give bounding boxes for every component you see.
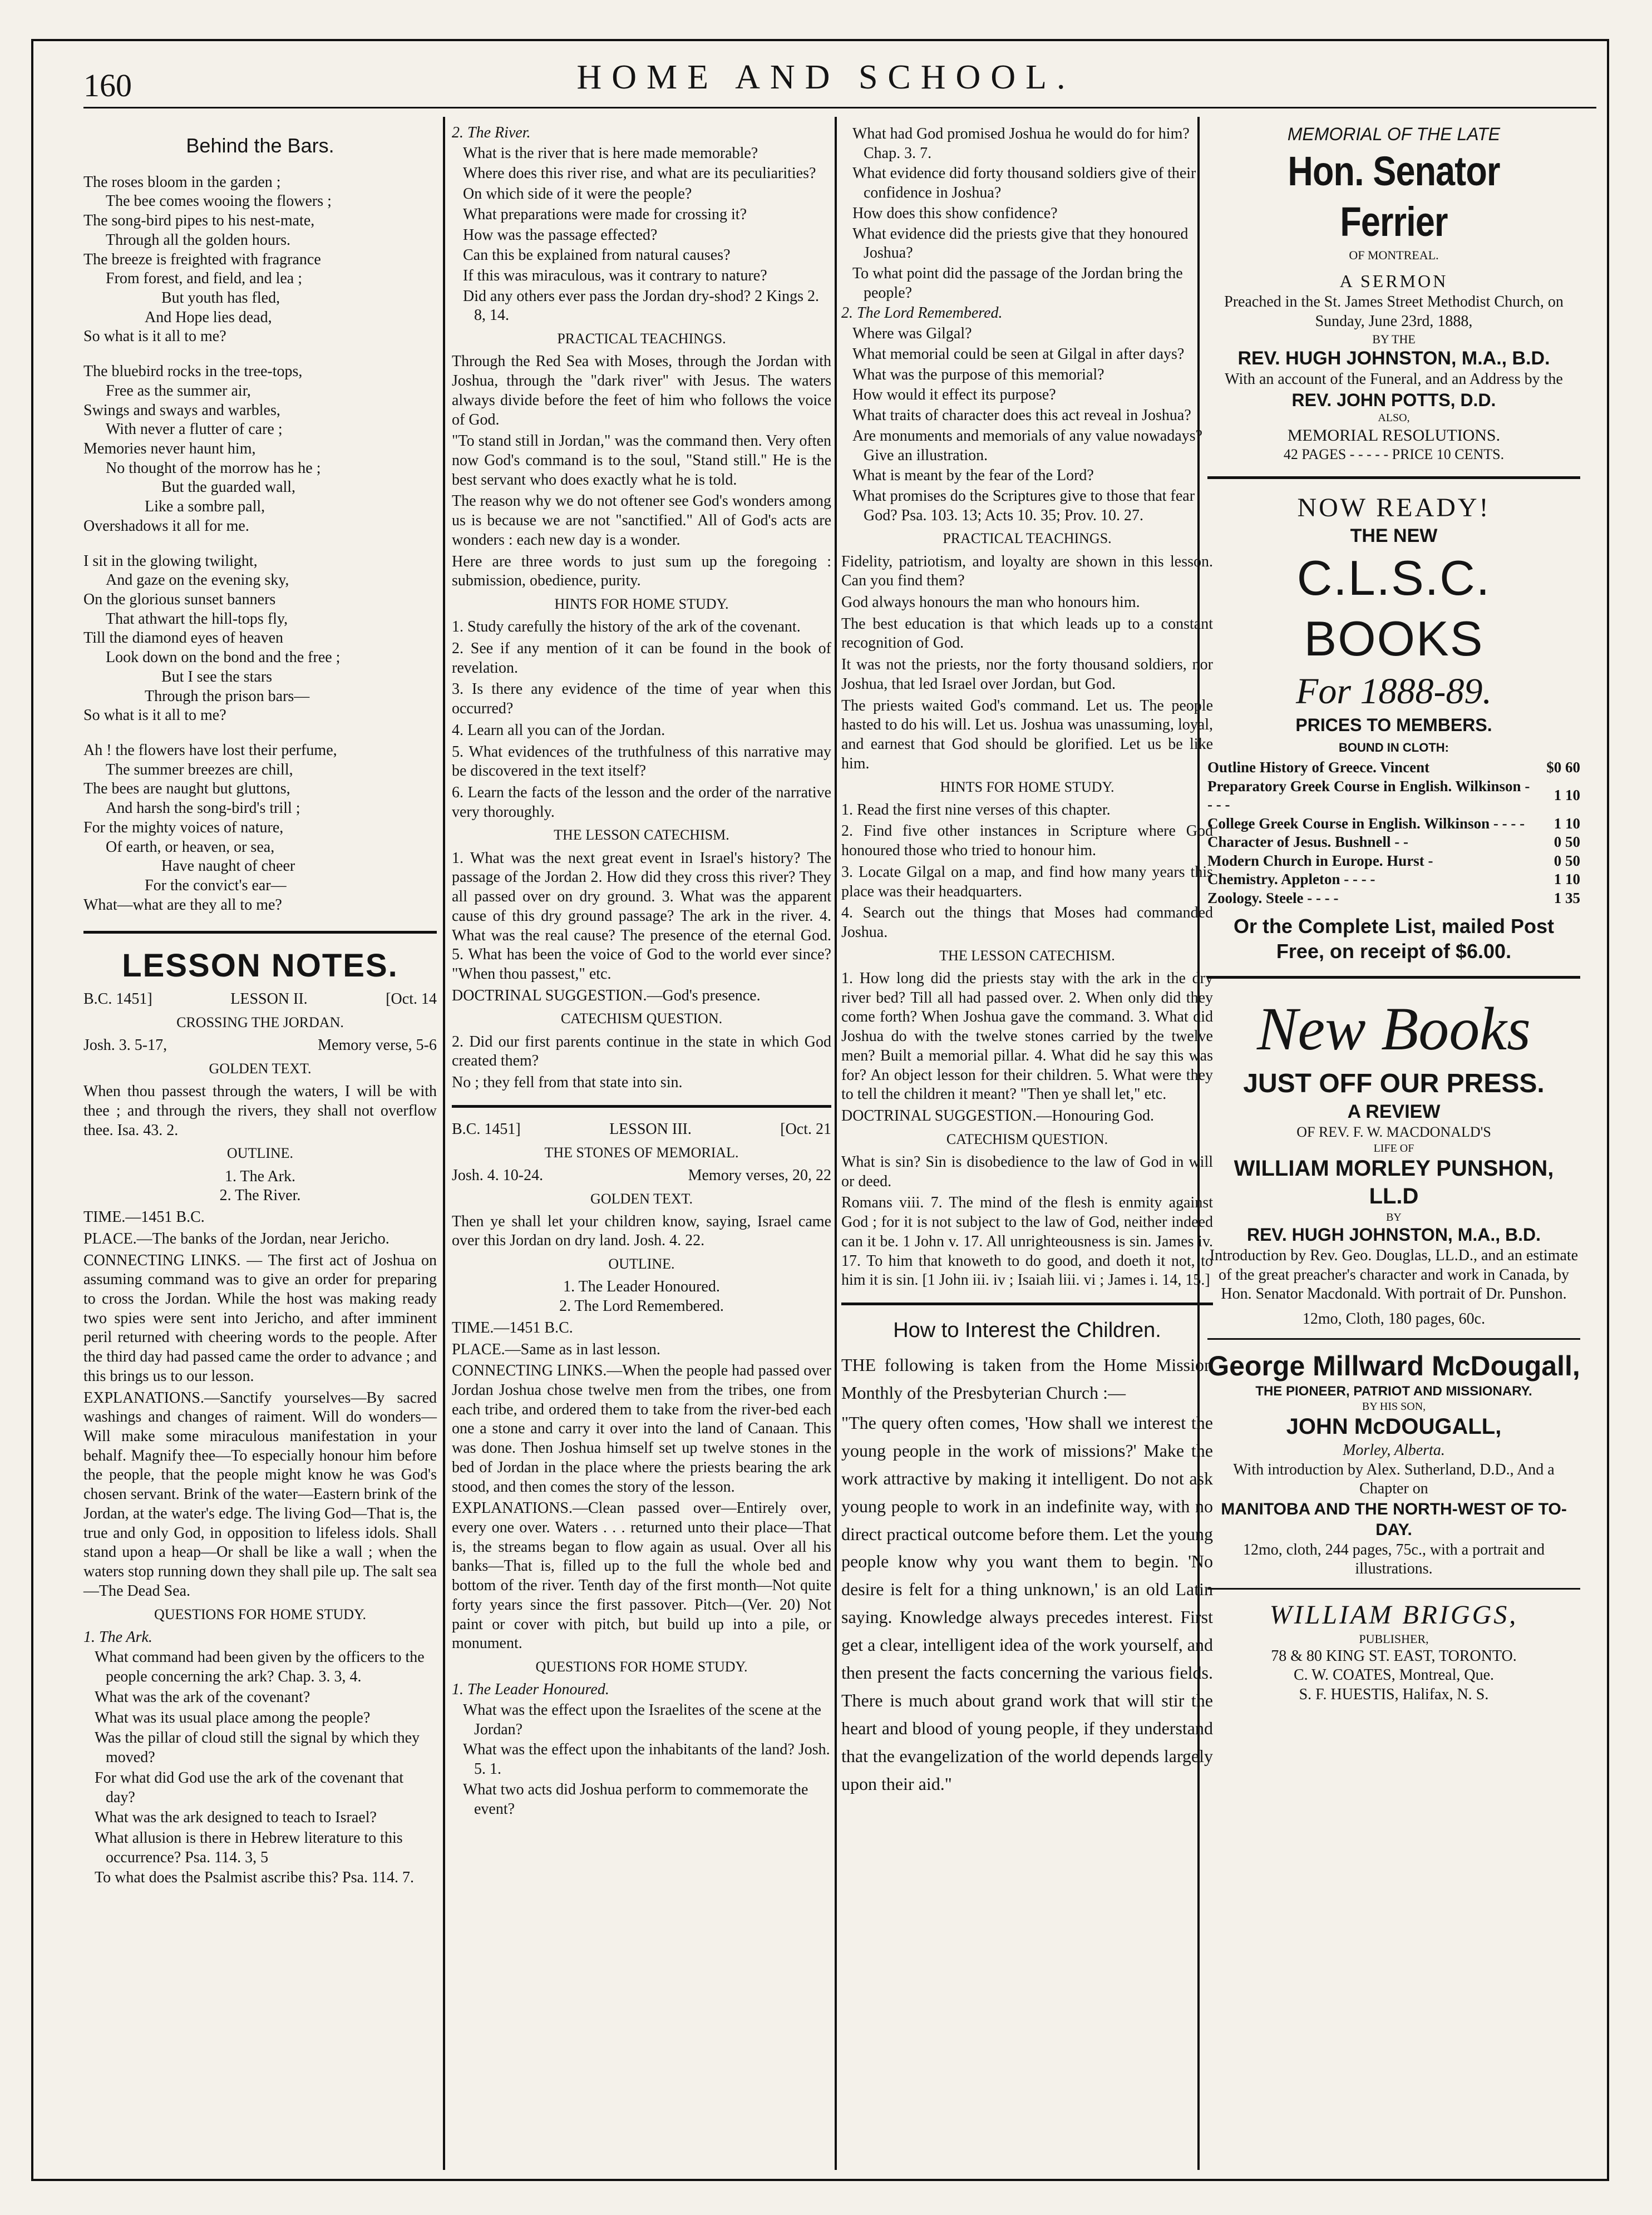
publisher-halifax: S. F. HUESTIS, Halifax, N. S. bbox=[1299, 1686, 1489, 1704]
poem-line: That athwart the hill-tops fly, bbox=[106, 610, 288, 628]
hint-item: 4. Search out the things that Moses had commanded Joshua. bbox=[841, 904, 1213, 941]
question-item: What allusion is there in Hebrew literature to this occurrence? Psa. 114. 3, 5 bbox=[95, 1829, 403, 1866]
memorial-resolutions: MEMORIAL RESOLUTIONS. bbox=[1287, 426, 1501, 445]
memorial-with: With an account of the Funeral, and an Address by the bbox=[1225, 370, 1563, 388]
catechism-question-label: CATECHISM QUESTION. bbox=[946, 1131, 1108, 1147]
book-title: Modern Church in Europe. Hurst - bbox=[1207, 852, 1433, 869]
memorial-by: BY THE bbox=[1372, 332, 1416, 346]
book-title: Outline History of Greece. Vincent bbox=[1207, 759, 1430, 776]
lesson-date: B.C. 1451] bbox=[83, 990, 152, 1008]
memorial-name: Hon. Senator Ferrier bbox=[1288, 147, 1500, 245]
clsc-title: C.L.S.C. BOOKS bbox=[1296, 550, 1491, 667]
poem-line: And harsh the song-bird's trill ; bbox=[106, 800, 300, 817]
book-title: Chemistry. Appleton - - - - bbox=[1207, 871, 1375, 888]
question-item: What promises do the Scriptures give to those that fear God? Psa. 103. 13; Acts 10. 35; Prov. 10. 27. bbox=[852, 487, 1195, 524]
question-list bbox=[452, 1701, 831, 1819]
question-item: Where does this river rise, and what are its peculiarities? bbox=[463, 165, 816, 182]
question-item: What traits of character does this act reveal in Joshua? bbox=[852, 407, 1191, 425]
clsc-years: For 1888-89. bbox=[1296, 671, 1492, 712]
hints-list bbox=[452, 618, 831, 822]
mcdougall-author: JOHN McDOUGALL, bbox=[1286, 1414, 1502, 1439]
running-head: HOME AND SCHOOL. bbox=[576, 58, 1076, 96]
poem-line: So what is it all to me? bbox=[83, 328, 226, 346]
mcdougall-price: 12mo, cloth, 244 pages, 75c., with a portrait and illustrations. bbox=[1243, 1541, 1545, 1578]
lesson-header bbox=[83, 990, 437, 1009]
question-item: What was the ark of the covenant? bbox=[95, 1688, 310, 1706]
outline-item: 1. The Ark. bbox=[224, 1167, 296, 1185]
practical-paragraph: God always honours the man who honours him. bbox=[841, 594, 1140, 611]
price-row bbox=[1207, 815, 1580, 833]
poem-line: The breeze is freighted with fragrance bbox=[83, 250, 321, 268]
explanations: EXPLANATIONS.—Clean passed over—Entirely over, every one over. Waters . . . returned unto their place—That is, the streams began to flow again as usual. Over all his banks—That is, filled up to the full the whole bed and bottom of the river. Tenth day of the first month—Not quite forty years since the first passover. Pitch—(Ver. 20) Not paint or cover with pitch, but build up into a pile, or monument. bbox=[452, 1499, 831, 1652]
poem-line: Overshadows it all for me. bbox=[83, 517, 249, 535]
column-rule bbox=[443, 117, 445, 2170]
memorial-of: OF MONTREAL. bbox=[1349, 248, 1439, 263]
memorial-sermon: A SERMON bbox=[1339, 271, 1448, 292]
memorial-author: REV. HUGH JOHNSTON, M.A., B.D. bbox=[1237, 347, 1550, 369]
practical-paragraph: The best education is that which leads up to a constant recognition of God. bbox=[841, 615, 1213, 652]
question-item: On which side of it were the people? bbox=[463, 185, 692, 203]
poem-line: With never a flutter of care ; bbox=[106, 421, 283, 438]
question-item: What two acts did Joshua perform to commemorate the event? bbox=[463, 1780, 808, 1818]
poem-line: What—what are they all to me? bbox=[83, 896, 282, 914]
section-rule bbox=[83, 931, 437, 934]
catechism-label: THE LESSON CATECHISM. bbox=[939, 947, 1115, 964]
clsc-bound: BOUND IN CLOTH: bbox=[1339, 740, 1449, 754]
hint-item: 1. Study carefully the history of the ark of the covenant. bbox=[452, 618, 801, 636]
book-price: 1 10 bbox=[1554, 815, 1580, 832]
clsc-price-table bbox=[1207, 758, 1580, 907]
memorial-preached: Preached in the St. James Street Methodist Church, on Sunday, June 23rd, 1888, bbox=[1224, 293, 1564, 330]
mcdougall-chapter: MANITOBA AND THE NORTH-WEST OF TO-DAY. bbox=[1221, 1500, 1567, 1540]
place: PLACE.—Same as in last lesson. bbox=[452, 1340, 660, 1358]
hint-item: 4. Learn all you can of the Jordan. bbox=[452, 721, 665, 739]
poem-line: Of earth, or heaven, or sea, bbox=[106, 838, 275, 856]
newbooks-price: 12mo, Cloth, 180 pages, 60c. bbox=[1302, 1310, 1486, 1328]
poem-line: Till the diamond eyes of heaven bbox=[83, 629, 284, 647]
practical-paragraph: "To stand still in Jordan," was the command then. Very often now God's command is to the soul, "Stand still." He is the best servant who does exactly what he is told. bbox=[452, 432, 831, 489]
hints-label: HINTS FOR HOME STUDY. bbox=[940, 778, 1115, 795]
price-row bbox=[1207, 777, 1580, 815]
poem-line: The bees are naught but gluttons, bbox=[83, 780, 290, 798]
poem-line: The bee comes wooing the flowers ; bbox=[106, 193, 332, 210]
publisher-address: 78 & 80 KING ST. EAST, TORONTO. bbox=[1271, 1647, 1517, 1665]
hint-item: 3. Is there any evidence of the time of year when this occurred? bbox=[452, 680, 831, 718]
newbooks-author: REV. HUGH JOHNSTON, M.A., B.D. bbox=[1246, 1225, 1541, 1245]
newbooks-of: OF REV. F. W. MACDONALD'S bbox=[1296, 1124, 1491, 1141]
poem-line: I sit in the glowing twilight, bbox=[83, 552, 258, 570]
hint-item: 1. Read the first nine verses of this chapter. bbox=[841, 801, 1111, 818]
catechism-references: Romans viii. 7. The mind of the flesh is enmity against God ; for it is not subject to the law of God, neither indeed can it be. 1 John v. 17. All unrighteousness is sin. James iv. 17. To him that knoweth to do good, and doeth it not, to him it is sin. [1 John iii. iv ; Isaiah liii. vi ; James i. 14, 15.] bbox=[841, 1194, 1213, 1289]
practical-paragraph: Fidelity, patriotism, and loyalty are shown in this lesson. Can you find them? bbox=[841, 552, 1213, 590]
poem-line: Free as the summer air, bbox=[106, 382, 251, 399]
poem-line: From forest, and field, and lea ; bbox=[106, 270, 303, 288]
poem-stanza bbox=[83, 362, 437, 536]
catechism: 1. How long did the priests stay with the ark in the dry river bed? Till all had passed over. 2. When only did they come forth? When Joshua gave the command. 3. What did Joshua do with the twelve stones carried by the twelve men? Built a memorial pillar. 4. What did he say this was for? An object lesson for their children. 5. What were they to tell the children it meant? "Then ye shall let," etc. bbox=[841, 970, 1213, 1103]
poem-line: And Hope lies dead, bbox=[145, 308, 272, 326]
newbooks-intro: Introduction by Rev. Geo. Douglas, LL.D., and an estimate of the great preacher's character and work in Canada, by Hon. Senator Macdonald. With portrait of Dr. Punshon. bbox=[1209, 1246, 1579, 1303]
question-item: What preparations were made for crossing it? bbox=[463, 205, 747, 223]
book-title: College Greek Course in English. Wilkinson - - - - bbox=[1207, 815, 1525, 832]
outline-label: OUTLINE. bbox=[226, 1145, 294, 1162]
publisher-title: PUBLISHER, bbox=[1359, 1632, 1429, 1646]
practical-teachings bbox=[452, 352, 831, 591]
article-intro: THE following is taken from the Home Mission Monthly of the Presbyterian Church :— bbox=[841, 1355, 1213, 1403]
question-item: If this was miraculous, was it contrary to nature? bbox=[463, 267, 767, 285]
mcdougall-intro: With introduction by Alex. Sutherland, D.D., And a Chapter on bbox=[1233, 1461, 1555, 1498]
price-row bbox=[1207, 889, 1580, 907]
golden-text: Then ye shall let your children know, saying, Israel came over this Jordan on dry land. Josh. 4. 22. bbox=[452, 1212, 831, 1250]
poem-line: Swings and sways and warbles, bbox=[83, 401, 280, 419]
mcdougall-by: BY HIS SON, bbox=[1362, 1400, 1426, 1413]
poem-line: The summer breezes are chill, bbox=[106, 761, 293, 778]
lesson-date: B.C. 1451] bbox=[452, 1120, 521, 1138]
publisher-montreal: C. W. COATES, Montreal, Que. bbox=[1293, 1666, 1495, 1684]
catechism-label: THE LESSON CATECHISM. bbox=[554, 827, 729, 843]
poem-line: Through all the golden hours. bbox=[106, 231, 291, 249]
place: PLACE.—The banks of the Jordan, near Jericho. bbox=[83, 1230, 389, 1247]
article-body: "The query often comes, 'How shall we interest the young people in the work of missions?' Make the work attractive by making it intelligent. Do not ask young people to work in an indefinite way, with no direct practical outcome before them. Let the young people know why you want them to begin. 'No desire is felt for a thing unknown,' is an old Latin saying. Knowledge always precedes interest. First get a clear, intelligent idea of the work yourself, and then present the facts concerning the various fields. There is much about grand work that will stir the heart and blood of young people, if they understand that the evangelization of the world depends largely upon their aid." bbox=[841, 1412, 1213, 1794]
catechism: 1. What was the next great event in Israel's history? The passage of the Jordan 2. How did they cross this river? They all passed over on dry ground. 3. What was the apparent cause of this dry ground passage? The ark in the river. 4. What was the real cause? The presence of the eternal God. 5. What has been the voice of God to the world ever since? "When thou passest," etc. bbox=[452, 849, 831, 983]
question-item: What memorial could be seen at Gilgal in after days? bbox=[852, 345, 1185, 363]
poem-line: On the glorious sunset banners bbox=[83, 591, 276, 608]
question-item: What was the effect upon the Israelites of the scene at the Jordan? bbox=[463, 1701, 821, 1738]
book-price: 0 50 bbox=[1554, 852, 1580, 869]
poem-line: But the guarded wall, bbox=[161, 478, 296, 496]
clsc-prices: PRICES TO MEMBERS. bbox=[1295, 715, 1492, 736]
practical-paragraph: Through the Red Sea with Moses, through the Jordan with Joshua, through the "dark river" with Jesus. The waters always divide before the feet of him who follows the voice of God. bbox=[452, 353, 831, 428]
question-item: How does this show confidence? bbox=[852, 204, 1058, 222]
lesson-date: [Oct. 14 bbox=[386, 990, 437, 1008]
ad-rule bbox=[1207, 1588, 1580, 1590]
memory-verse: Memory verses, 20, 22 bbox=[688, 1166, 831, 1184]
practical-paragraph: It was not the priests, nor the forty thousand soldiers, nor Joshua, that led Israel over Jordan, but God. bbox=[841, 656, 1213, 693]
question-item: Where was Gilgal? bbox=[852, 325, 972, 343]
column-2 bbox=[452, 124, 831, 1820]
question-item: Can this be explained from natural causes? bbox=[463, 246, 731, 264]
hint-item: 3. Locate Gilgal on a map, and find how many years this place was their headquarters. bbox=[841, 863, 1213, 900]
newbooks-life: LIFE OF bbox=[1373, 1142, 1414, 1155]
question-item: What evidence did forty thousand soldiers give of their confidence in Joshua? bbox=[852, 165, 1196, 202]
poem-stanza bbox=[83, 741, 437, 915]
question-heading: 1. The Leader Honoured. bbox=[452, 1681, 609, 1699]
clsc-the-new: THE NEW bbox=[1350, 525, 1438, 547]
catechism-answer: No ; they fell from that state into sin. bbox=[452, 1074, 683, 1092]
catechism-question: What is sin? Sin is disobedience to the law of God in will or deed. bbox=[841, 1153, 1213, 1190]
clsc-complete: Or the Complete List, mailed Post Free, on receipt of $6.00. bbox=[1233, 914, 1555, 963]
publisher-name: WILLIAM BRIGGS, bbox=[1269, 1600, 1518, 1630]
ad-rule bbox=[1207, 976, 1580, 979]
column-ads bbox=[1207, 124, 1580, 1705]
question-item: What command had been given by the officers to the people concerning the ark? Chap. 3. 3, 4. bbox=[95, 1649, 425, 1686]
connecting-links: CONNECTING LINKS.—When the people had passed over Jordan Joshua chose twelve men from the tribes, one from each tribe, and ordered them to take from the river-bed each one a stone and carry it over into the land of Canaan. This was done. Then Joshua himself set up twelve stones in the bed of Jordan in the place where the priests bearing the ark stood, and then comes the story of the lesson. bbox=[452, 1362, 831, 1496]
practical-label: PRACTICAL TEACHINGS. bbox=[557, 330, 726, 347]
hint-item: 2. Find five other instances in Scripture where God honoured those who tried to honour him. bbox=[841, 822, 1213, 860]
memorial-author2: REV. JOHN POTTS, D.D. bbox=[1291, 389, 1496, 410]
lesson-header bbox=[452, 1120, 831, 1139]
poem-line: And gaze on the evening sky, bbox=[106, 571, 289, 589]
golden-text: When thou passest through the waters, I will be with thee ; and through the rivers, they shall not overflow thee. Isa. 43. 2. bbox=[83, 1083, 437, 1139]
question-item: What is the river that is here made memorable? bbox=[463, 144, 758, 162]
book-title: Preparatory Greek Course in English. Wilkinson - - - - bbox=[1207, 777, 1530, 813]
poem-line: But youth has fled, bbox=[161, 289, 280, 307]
question-item: What had God promised Joshua he would do for him? Chap. 3. 7. bbox=[852, 125, 1190, 162]
lesson-subject: CROSSING THE JORDAN. bbox=[176, 1014, 344, 1031]
poem-line: But I see the stars bbox=[161, 668, 273, 685]
doctrinal-suggestion: DOCTRINAL SUGGESTION.—God's presence. bbox=[452, 986, 761, 1004]
hint-item: 2. See if any mention of it can be found in the book of revelation. bbox=[452, 640, 831, 677]
practical-paragraph: The priests waited God's command. Let us. The people hasted to do his will. Let us. Joshua was unassuming, loyal, and earnest that God should be glorified. Let us be like him. bbox=[841, 697, 1213, 772]
question-item: What was the ark designed to teach to Israel? bbox=[95, 1809, 377, 1827]
lesson-number: LESSON III. bbox=[609, 1120, 692, 1138]
question-item: What was the effect upon the inhabitants of the land? Josh. 5. 1. bbox=[463, 1741, 830, 1778]
memory-verse: Memory verse, 5-6 bbox=[318, 1037, 437, 1054]
poem-title: Behind the Bars. bbox=[186, 134, 334, 157]
book-title: Character of Jesus. Bushnell - - bbox=[1207, 833, 1408, 851]
practical-paragraph: The reason why we do not oftener see God's wonders among us is because we are not "sanctified." All of God's acts are wonders : each new day is a wonder. bbox=[452, 492, 831, 549]
newbooks-title: New Books bbox=[1257, 995, 1531, 1063]
poem-line: Through the prison bars— bbox=[145, 687, 310, 705]
question-item: How would it effect its purpose? bbox=[852, 386, 1056, 404]
explanations: EXPLANATIONS.—Sanctify yourselves—By sacred washings and changes of raiment. Will do wonders—Will make some miraculous manifestation in your behalf. Magnify thee—To especially honour him before the people, that the people might know he was God's chosen servant. Brink of the water—Eastern brink of the Jordan, at the water's edge. The living God—That is, the true and only God, in opposition to lifeless idols. Shall stand upon a heap—Or shall be like a wall ; when the waters stop running down they shall pile up. The salt sea—The Dead Sea. bbox=[83, 1389, 437, 1600]
lesson-date: [Oct. 21 bbox=[780, 1120, 831, 1138]
memorial-also: ALSO, bbox=[1378, 412, 1410, 425]
poem-line: For the convict's ear— bbox=[145, 877, 287, 895]
price-row bbox=[1207, 833, 1580, 851]
question-item: Are monuments and memorials of any value nowadays? Give an illustration. bbox=[852, 427, 1203, 464]
poem bbox=[83, 173, 437, 915]
column-rule bbox=[835, 117, 837, 2170]
lesson-number: LESSON II. bbox=[230, 990, 308, 1008]
memorial-pages: 42 PAGES - - - - - PRICE 10 CENTS. bbox=[1283, 446, 1505, 463]
outline-label: OUTLINE. bbox=[608, 1256, 675, 1272]
questions-label: QUESTIONS FOR HOME STUDY. bbox=[535, 1659, 748, 1675]
connecting-links: CONNECTING LINKS. — The first act of Joshua on assuming command was to give an order for preparing to cross the Jordan. While the host was making ready two spies were sent into Jericho, and after imminent peril returned with cheering words to the people. After the third day had passed came the order to advance ; and this brings us to our lesson. bbox=[83, 1251, 437, 1385]
question-item: How was the passage effected? bbox=[463, 226, 658, 244]
question-item: Did any others ever pass the Jordan dry-shod? 2 Kings 2. 8, 14. bbox=[463, 287, 819, 324]
practical-label: PRACTICAL TEACHINGS. bbox=[943, 530, 1112, 547]
question-item: What is meant by the fear of the Lord? bbox=[852, 467, 1094, 485]
question-item: What evidence did the priests give that they honoured Joshua? bbox=[852, 225, 1189, 262]
scripture-ref: Josh. 3. 5-17, bbox=[83, 1037, 167, 1054]
newbooks-press: JUST OFF OUR PRESS. bbox=[1243, 1068, 1545, 1098]
hint-item: 6. Learn the facts of the lesson and the order of the narrative very thoroughly. bbox=[452, 784, 831, 821]
question-item: What was the purpose of this memorial? bbox=[852, 366, 1104, 383]
lesson-reference bbox=[452, 1166, 831, 1186]
question-list bbox=[841, 324, 1213, 525]
time: TIME.—1451 B.C. bbox=[83, 1208, 205, 1226]
practical-paragraph: Here are three words to just sum up the foregoing : submission, obedience, purity. bbox=[452, 552, 831, 590]
lesson-notes-title: LESSON NOTES. bbox=[122, 947, 398, 984]
practical-teachings bbox=[841, 552, 1213, 774]
hints-label: HINTS FOR HOME STUDY. bbox=[554, 596, 729, 613]
time: TIME.—1451 B.C. bbox=[452, 1319, 573, 1336]
question-heading: 2. The River. bbox=[452, 124, 531, 141]
newbooks-subject: WILLIAM MORLEY PUNSHON, LL.D bbox=[1234, 1156, 1554, 1208]
ad-rule bbox=[1207, 1338, 1580, 1340]
book-price: 0 50 bbox=[1554, 833, 1580, 851]
catechism-question: 2. Did our first parents continue in the state in which God created them? bbox=[452, 1033, 831, 1070]
mcdougall-sub: THE PIONEER, PATRIOT AND MISSIONARY. bbox=[1255, 1383, 1532, 1399]
outline-item: 1. The Leader Honoured. bbox=[563, 1278, 720, 1296]
question-item: What was its usual place among the people? bbox=[95, 1709, 371, 1726]
question-item: To what point did the passage of the Jordan bring the people? bbox=[852, 265, 1183, 302]
hints-list bbox=[841, 801, 1213, 943]
memorial-kicker: MEMORIAL OF THE LATE bbox=[1287, 124, 1501, 144]
poem-line: Ah ! the flowers have lost their perfume, bbox=[83, 742, 337, 759]
poem-line: So what is it all to me? bbox=[83, 707, 226, 724]
hint-item: 5. What evidences of the truthfulness of this narrative may be discovered in the text itself? bbox=[452, 743, 831, 780]
header-rule bbox=[83, 107, 1596, 108]
poem-line: For the mighty voices of nature, bbox=[83, 818, 284, 836]
question-item: To what does the Psalmist ascribe this? Psa. 114. 7. bbox=[95, 1869, 415, 1887]
question-heading: 1. The Ark. bbox=[83, 1628, 152, 1646]
book-title: Zoology. Steele - - - - bbox=[1207, 889, 1339, 906]
doctrinal-suggestion: DOCTRINAL SUGGESTION.—Honouring God. bbox=[841, 1107, 1155, 1125]
golden-text-label: GOLDEN TEXT. bbox=[209, 1060, 312, 1077]
poem-line: The roses bloom in the garden ; bbox=[83, 173, 281, 191]
mcdougall-place: Morley, Alberta. bbox=[1343, 1442, 1445, 1459]
section-rule bbox=[452, 1105, 831, 1108]
price-row bbox=[1207, 758, 1580, 777]
ad-rule bbox=[1207, 476, 1580, 479]
question-heading: 2. The Lord Remembered. bbox=[841, 304, 1003, 322]
poem-line: The bluebird rocks in the tree-tops, bbox=[83, 363, 303, 381]
poem-line: The song-bird pipes to his nest-mate, bbox=[83, 212, 315, 230]
question-list bbox=[83, 1648, 437, 1888]
outline-item: 2. The River. bbox=[219, 1187, 301, 1205]
question-list bbox=[452, 144, 831, 325]
poem-line: Like a sombre pall, bbox=[145, 498, 265, 516]
catechism-question-label: CATECHISM QUESTION. bbox=[560, 1010, 723, 1027]
lesson-reference bbox=[83, 1036, 437, 1055]
question-item: Was the pillar of cloud still the signal by which they moved? bbox=[95, 1729, 420, 1767]
mcdougall-name: George Millward McDougall, bbox=[1207, 1350, 1580, 1382]
poem-stanza bbox=[83, 552, 437, 726]
poem-stanza bbox=[83, 173, 437, 347]
clsc-ready: NOW READY! bbox=[1297, 492, 1491, 522]
poem-line: Memories never haunt him, bbox=[83, 440, 256, 457]
questions-label: QUESTIONS FOR HOME STUDY. bbox=[154, 1606, 366, 1622]
price-row bbox=[1207, 852, 1580, 870]
newbooks-by: BY bbox=[1386, 1211, 1402, 1224]
outline-item: 2. The Lord Remembered. bbox=[559, 1298, 724, 1315]
column-3 bbox=[841, 124, 1213, 1800]
page-number: 160 bbox=[83, 67, 132, 103]
article-title: How to Interest the Children. bbox=[893, 1319, 1161, 1343]
section-rule bbox=[841, 1303, 1213, 1305]
poem-line: Have naught of cheer bbox=[161, 857, 295, 875]
column-1 bbox=[83, 124, 437, 1889]
scripture-ref: Josh. 4. 10-24. bbox=[452, 1166, 544, 1184]
book-price: 1 10 bbox=[1554, 787, 1580, 804]
poem-line: No thought of the morrow has he ; bbox=[106, 459, 321, 477]
price-row bbox=[1207, 870, 1580, 889]
poem-line: Look down on the bond and the free ; bbox=[106, 649, 341, 667]
lesson-subject: THE STONES OF MEMORIAL. bbox=[544, 1144, 739, 1161]
question-item: For what did God use the ark of the covenant that day? bbox=[95, 1769, 404, 1806]
question-list bbox=[841, 125, 1213, 303]
book-price: 1 10 bbox=[1554, 871, 1580, 888]
golden-text-label: GOLDEN TEXT. bbox=[590, 1190, 693, 1207]
book-price: $0 60 bbox=[1546, 759, 1580, 776]
book-price: 1 35 bbox=[1554, 889, 1580, 906]
newbooks-review: A REVIEW bbox=[1347, 1101, 1441, 1123]
